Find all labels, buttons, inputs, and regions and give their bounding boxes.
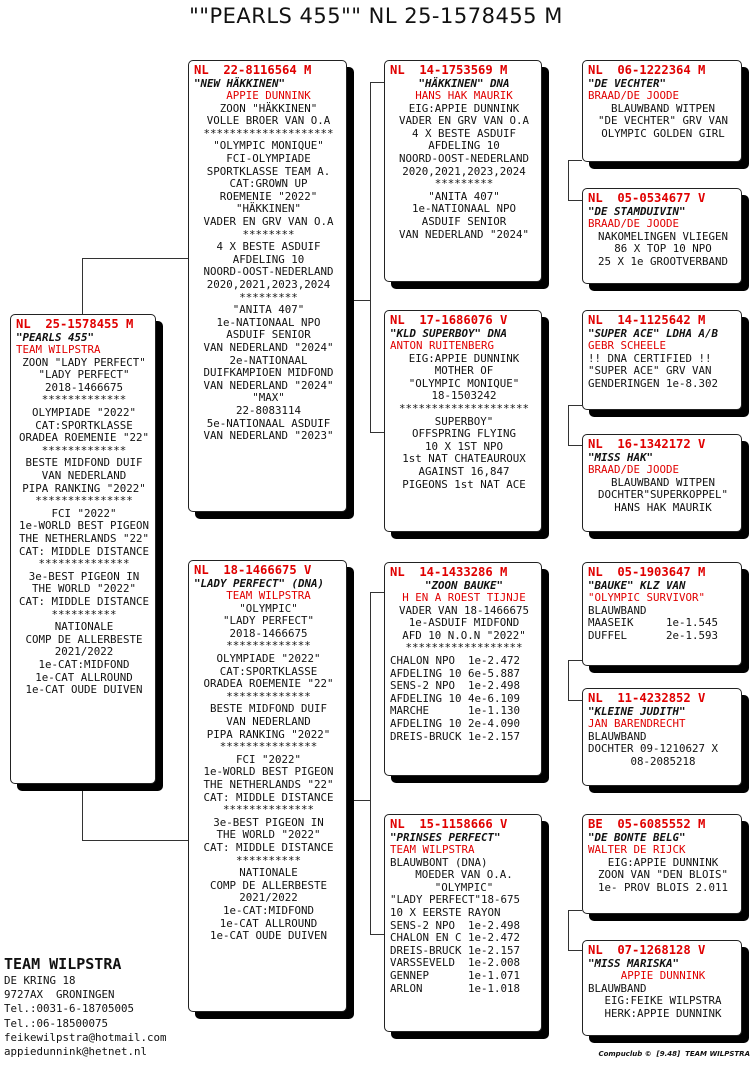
pigeon-card-dds[interactable] [582, 814, 742, 914]
pedigree-line: NAKOMELINGEN VLIEGEN [597, 229, 728, 243]
pedigree-line: ZOON "LADY PERFECT" [22, 355, 146, 369]
pedigree-line: NOORD-OOST-NEDERLAND [398, 152, 529, 166]
pedigree-line: CAT:SPORTKLASSE [35, 418, 133, 432]
result-line: AFDELING 10 4e-6.109 [390, 691, 521, 705]
pedigree-line: FCI "2022" [51, 506, 117, 520]
pedigree-text [588, 983, 738, 1021]
pedigree-line: DOCHTER 09-1210627 X [588, 742, 719, 756]
page-title: ""PEARLS 455"" NL 25-1578455 M [189, 4, 563, 28]
pedigree-line: ********* [239, 290, 298, 304]
pedigree-line: NATIONALE [54, 620, 114, 634]
pigeon-card-sire-dam[interactable] [384, 310, 542, 532]
connector-line [568, 405, 582, 406]
pigeon-card-ddd[interactable] [582, 940, 742, 1036]
pedigree-line: AFD 10 N.O.N "2022" [402, 628, 526, 642]
pedigree-line: COMP DE ALLERBESTE [209, 878, 327, 892]
result-line: VARSSEVELD 1e-2.008 [390, 956, 521, 970]
pigeon-nickname: "PRINSES PERFECT" [390, 830, 501, 844]
owner-name: H EN A ROEST TIJNJE [402, 591, 526, 605]
pedigree-line: BLAUWBAND [588, 981, 647, 995]
pedigree-line: ********** [235, 853, 301, 867]
pedigree-line: CAT: MIDDLE DISTANCE [203, 790, 334, 804]
pedigree-line: "SUPER ACE" GRV VAN [588, 364, 712, 378]
pedigree-line: !! DNA CERTIFIED !! [588, 351, 712, 365]
pedigree-line: DOCHTER"SUPERKOPPEL" [597, 488, 728, 502]
connector-line [568, 405, 569, 445]
pigeon-card-sss[interactable] [582, 60, 742, 162]
owner-name: BRAAD/DE JOODE [588, 463, 680, 477]
pedigree-line: BLAUWBONT (DNA) [390, 855, 488, 869]
pedigree-text [194, 603, 343, 943]
pedigree-line: 2e-NATIONAAL [229, 353, 308, 367]
ring-number: NL 14-1753569 M [390, 63, 508, 77]
result-line: "LADY PERFECT"18-675 [390, 893, 521, 907]
pedigree-line: BLAUWBAND [588, 603, 647, 617]
pedigree-line: ************* [41, 393, 127, 407]
connector-line [370, 82, 371, 432]
owner-email-link[interactable]: appiedunnink@hetnet.nl [4, 1045, 148, 1059]
pedigree-line: BLAUWBAND [588, 729, 647, 743]
connector-line [568, 445, 582, 446]
pedigree-line: GENDERINGEN 1e-8.302 [588, 376, 719, 390]
pedigree-line: ************* [41, 443, 127, 457]
pedigree-line: "OLYMPIC" [434, 880, 494, 894]
ring-number: NL 25-1578455 M [16, 317, 134, 331]
pedigree-line: ASDUIF SENIOR [226, 328, 311, 342]
connector-line [568, 160, 569, 200]
pigeon-card-sds[interactable] [582, 310, 742, 410]
pedigree-line: EIG:APPIE DUNNINK [607, 855, 719, 869]
pedigree-line: ******** [242, 227, 295, 241]
owner-address: DE KRING 18 [4, 974, 76, 987]
pedigree-line: 1e-NATIONAAL NPO [411, 202, 516, 216]
owner-name: TEAM WILPSTRA [16, 343, 101, 357]
pedigree-line: THE WORLD "2022" [31, 582, 136, 596]
connector-line [370, 592, 371, 934]
ring-number: BE 05-6085552 M [588, 817, 706, 831]
pedigree-line: CAT: MIDDLE DISTANCE [18, 594, 149, 608]
pedigree-line: ASDUIF SENIOR [421, 215, 507, 229]
pedigree-line: THE NETHERLANDS "22" [18, 532, 149, 545]
pedigree-line: PIPA RANKING "2022" [206, 727, 331, 741]
pedigree-text [390, 857, 538, 996]
pigeon-nickname: "DE VECHTER" [588, 76, 667, 90]
pedigree-line: ********** [51, 607, 117, 621]
result-line: CHALON NPO 1e-2.472 [390, 654, 521, 668]
pedigree-line: VAN NEDERLAND "2023" [203, 429, 334, 443]
pedigree-text [588, 477, 738, 515]
pedigree-line: OLYMPIC GOLDEN GIRL [601, 126, 725, 140]
pigeon-nickname: "NEW HÄKKINEN" [194, 76, 286, 90]
pedigree-line: 1e-NATIONAAL NPO [216, 315, 321, 329]
pedigree-line: 4 X BESTE ASDUIF [411, 126, 516, 140]
connector-line [82, 258, 188, 259]
pigeon-nickname: "MISS MARISKA" [588, 956, 680, 970]
pedigree-line: PIGEONS 1st NAT ACE [402, 477, 526, 491]
ring-number: NL 18-1466675 V [194, 563, 312, 577]
pedigree-text [390, 353, 538, 492]
pigeon-nickname: "BAUKE" KLZ VAN [588, 578, 686, 592]
pedigree-text [588, 731, 738, 769]
pedigree-line: 1e-CAT OUDE DUIVEN [209, 929, 327, 943]
pedigree-line: MOEDER VAN O.A. [415, 868, 513, 882]
pedigree-line: VOLLE BROER VAN O.A [206, 114, 331, 128]
pedigree-line: "HÄKKINEN" [235, 202, 301, 216]
pedigree-line: 1e-CAT:MIDFOND [222, 903, 314, 917]
pedigree-line: "MAX" [252, 391, 285, 405]
result-line: ARLON 1e-1.018 [390, 981, 521, 995]
pigeon-nickname: "PEARLS 455" [16, 330, 95, 344]
pedigree-line: ************** [222, 803, 314, 817]
owner-contact-block [4, 954, 204, 1059]
ring-number: NL 16-1342172 V [588, 437, 706, 451]
pedigree-line: FCI-OLYMPIADE [226, 152, 311, 166]
owner-name: WALTER DE RIJCK [588, 843, 686, 857]
pedigree-line: 2018-1466675 [44, 380, 123, 394]
pedigree-line: 1st NAT CHATEAUROUX [402, 452, 526, 466]
owner-name: TEAM WILPSTRA [390, 843, 475, 857]
pigeon-nickname: "ZOON BAUKE" [424, 578, 503, 592]
result-line: DREIS-BRUCK 1e-2.157 [390, 943, 521, 957]
pedigree-line: VADER VAN 18-1466675 [398, 603, 529, 617]
pedigree-line: MAASEIK 1e-1.545 [588, 616, 719, 630]
pedigree-line: ******************** [398, 402, 529, 416]
pedigree-line: AFDELING 10 [428, 139, 500, 153]
pedigree-line: 2020,2021,2023,2024 [402, 164, 526, 178]
connector-line [354, 800, 370, 801]
pedigree-line: 4 X BESTE ASDUIF [216, 240, 321, 254]
ring-number: NL 17-1686076 V [390, 313, 508, 327]
pedigree-line: VAN NEDERLAND [41, 469, 127, 483]
pigeon-card-ssd[interactable] [582, 188, 742, 284]
pedigree-text [390, 605, 538, 744]
owner-team-name: TEAM WILPSTRA [4, 955, 122, 973]
pedigree-line: 25 X 1e GROOTVERBAND [597, 254, 728, 268]
pedigree-line: BESTE MIDFOND DUIF [209, 702, 327, 716]
owner-email-link[interactable]: feikewilpstra@hotmail.com [4, 1030, 167, 1044]
pedigree-line: BLAUWBAND WITPEN [610, 475, 715, 489]
ring-number: NL 22-8116564 M [194, 63, 312, 77]
pedigree-line: "LADY PERFECT" [38, 368, 130, 382]
pigeon-card-sire[interactable] [188, 60, 347, 512]
connector-line [568, 910, 569, 950]
connector-line [568, 910, 582, 911]
owner-name: "OLYMPIC SURVIVOR" [588, 591, 706, 605]
pedigree-line: AGAINST 16,847 [418, 465, 510, 479]
pedigree-line: DUFFEL 2e-1.593 [588, 628, 719, 642]
pedigree-line: VADER EN GRV VAN O.A [203, 215, 334, 229]
pedigree-line: SPORTKLASSE TEAM A. [206, 164, 331, 178]
pigeon-card-dam-dam[interactable] [384, 814, 542, 1032]
pedigree-line: "OLYMPIC MONIQUE" [408, 376, 520, 390]
pedigree-line: ************** [38, 557, 130, 571]
pigeon-card-sire-sire[interactable] [384, 60, 542, 282]
pedigree-line: CAT: MIDDLE DISTANCE [203, 840, 334, 854]
owner-name: GEBR SCHEELE [588, 339, 667, 353]
pedigree-line: "ANITA 407" [428, 189, 500, 203]
pedigree-line: EIG:APPIE DUNNINK [408, 351, 520, 365]
pedigree-line: 10 X 1ST NPO [424, 439, 503, 453]
owner-phone: Tel.:0031-6-18705005 [4, 1002, 135, 1016]
connector-line [370, 592, 384, 593]
pedigree-line: COMP DE ALLERBESTE [25, 632, 143, 646]
pedigree-line: EIG:FEIKE WILPSTRA [604, 994, 722, 1008]
connector-line [568, 660, 569, 700]
pedigree-line: DUIFKAMPIOEN MIDFOND [203, 366, 334, 380]
pedigree-line: 2021/2022 [54, 645, 114, 659]
pigeon-card-subject[interactable] [10, 314, 156, 784]
pedigree-line: SUPERBOY" [434, 414, 494, 428]
result-line: AFDELING 10 2e-4.090 [390, 717, 521, 731]
connector-line [568, 200, 582, 201]
connector-line [370, 432, 384, 433]
connector-line [568, 700, 582, 701]
connector-line [568, 160, 582, 161]
owner-name: JAN BARENDRECHT [588, 717, 686, 731]
connector-line [370, 934, 384, 935]
pedigree-line: 2018-1466675 [229, 626, 308, 640]
pedigree-line: 1e-WORLD BEST PIGEON [18, 519, 149, 533]
pigeon-card-dam-sire[interactable] [384, 562, 542, 776]
pedigree-line: "OLYMPIC MONIQUE" [213, 139, 324, 153]
owner-name: APPIE DUNNINK [620, 969, 706, 983]
result-line: SENS-2 NPO 1e-2.498 [390, 918, 521, 932]
pigeon-card-dsd[interactable] [582, 688, 742, 786]
pigeon-nickname: "KLD SUPERBOY" DNA [390, 326, 508, 340]
pedigree-text [390, 103, 538, 242]
pedigree-line: BLAUWBAND WITPEN [610, 101, 715, 115]
pigeon-card-dss[interactable] [582, 562, 742, 666]
pedigree-line: 3e-BEST PIGEON IN [213, 815, 324, 829]
pedigree-line: NOORD-OOST-NEDERLAND [203, 265, 334, 279]
pedigree-line: 18-1503242 [431, 389, 497, 403]
pedigree-line: ZOON VAN "DEN BLOIS" [597, 868, 728, 882]
pedigree-line: THE WORLD "2022" [216, 828, 321, 842]
pedigree-line: ************* [226, 639, 311, 653]
pedigree-line: 1e-WORLD BEST PIGEON [203, 765, 334, 779]
result-line: CHALON EN C 1e-2.472 [390, 931, 521, 945]
pigeon-card-sdd[interactable] [582, 434, 742, 532]
pedigree-line: THE NETHERLANDS "22" [203, 778, 334, 791]
pedigree-line: HANS HAK MAURIK [614, 500, 712, 514]
pigeon-nickname: "DE STAMDUIVIN" [588, 204, 686, 218]
pedigree-line: 1e-CAT ALLROUND [35, 670, 133, 684]
pedigree-text [194, 103, 343, 443]
connector-line [82, 784, 83, 840]
pedigree-line: OLYMPIADE "2022" [31, 406, 136, 420]
pedigree-line: 1e-CAT:MIDFOND [38, 657, 130, 671]
pedigree-line: VAN NEDERLAND [226, 715, 311, 729]
pedigree-line: *************** [35, 494, 133, 508]
pedigree-line: MOTHER OF [434, 364, 494, 378]
pedigree-line: CAT:GROWN UP [229, 177, 308, 191]
pedigree-line: ORADEA ROEMENIE "22" [18, 431, 149, 445]
pigeon-nickname: "HÄKKINEN" DNA [418, 76, 510, 90]
owner-name: TEAM WILPSTRA [226, 589, 311, 603]
pigeon-nickname: "SUPER ACE" LDHA A/B [588, 326, 719, 340]
pedigree-line: EIG:APPIE DUNNINK [408, 101, 520, 115]
pedigree-line: BESTE MIDFOND DUIF [25, 456, 143, 470]
pedigree-line: "LADY PERFECT" [222, 614, 314, 628]
result-line: 10 X EERSTE RAYON [390, 906, 501, 920]
pedigree-line: NATIONALE [239, 866, 298, 880]
pedigree-line: "ANITA 407" [232, 303, 305, 317]
pedigree-line: 5e-NATIONAAL ASDUIF [206, 416, 331, 430]
pedigree-line: 1e-ASDUIF MIDFOND [408, 616, 520, 630]
owner-postcode-city: 9727AX GRONINGEN [4, 988, 115, 1002]
owner-phone: Tel.:06-18500075 [4, 1016, 109, 1030]
ring-number: NL 07-1268128 V [588, 943, 706, 957]
ring-number: NL 05-0534677 V [588, 191, 706, 205]
pedigree-text [588, 605, 738, 643]
owner-name: ANTON RUITENBERG [390, 339, 495, 353]
pedigree-line: AFDELING 10 [232, 252, 305, 266]
pedigree-text [588, 857, 738, 895]
pedigree-line: ************* [226, 689, 311, 703]
ring-number: NL 06-1222364 M [588, 63, 706, 77]
pedigree-line: VAN NEDERLAND "2024" [203, 340, 334, 354]
pedigree-line: ORADEA ROEMENIE "22" [203, 677, 334, 691]
pigeon-nickname: "DE BONTE BELG" [588, 830, 686, 844]
pedigree-line: ROEMENIE "2022" [219, 189, 318, 203]
pedigree-line: 2020,2021,2023,2024 [206, 278, 331, 291]
connector-line [568, 950, 582, 951]
pigeon-card-dam[interactable] [188, 560, 347, 1012]
pedigree-line: VAN NEDERLAND "2024" [398, 227, 529, 241]
owner-name: HANS HAK MAURIK [415, 89, 513, 103]
pedigree-line: 08-2085218 [630, 754, 696, 768]
connector-line [568, 660, 582, 661]
pedigree-line: 1e- PROV BLOIS 2.011 [597, 880, 728, 894]
pedigree-line: ****************** [405, 641, 523, 655]
pedigree-line: 22-8083114 [235, 403, 301, 417]
ring-number: NL 14-1433286 M [390, 565, 508, 579]
result-line: AFDELING 10 6e-5.887 [390, 666, 521, 680]
pedigree-line: VAN NEDERLAND "2024" [203, 378, 334, 392]
result-line: MARCHE 1e-1.130 [390, 704, 521, 718]
pedigree-line: HERK:APPIE DUNNINK [604, 1006, 722, 1020]
pedigree-line: ******************** [203, 126, 334, 140]
pigeon-nickname: "MISS HAK" [588, 450, 654, 464]
pedigree-line: CAT: MIDDLE DISTANCE [18, 544, 149, 558]
pedigree-line: "DE VECHTER" GRV VAN [597, 114, 728, 128]
pedigree-line: ********* [434, 177, 494, 191]
result-line: GENNEP 1e-1.071 [390, 969, 521, 983]
pedigree-line: 1e-CAT OUDE DUIVEN [25, 683, 143, 697]
pedigree-line: OFFSPRING FLYING [411, 427, 516, 441]
ring-number: NL 11-4232852 V [588, 691, 706, 705]
owner-name: APPIE DUNNINK [226, 89, 311, 103]
pedigree-line: 1e-CAT ALLROUND [219, 916, 318, 930]
pedigree-line: FCI "2022" [235, 752, 301, 766]
software-credit: Compuclub © [9.48] TEAM WILPSTRA [598, 1050, 750, 1058]
pedigree-text [588, 103, 738, 141]
ring-number: NL 05-1903647 M [588, 565, 706, 579]
pedigree-line: 86 X TOP 10 NPO [614, 242, 712, 256]
pedigree-line: 2021/2022 [239, 891, 298, 905]
pedigree-line: PIPA RANKING "2022" [22, 481, 146, 495]
pedigree-line: VADER EN GRV VAN O.A [398, 114, 529, 128]
pedigree-line: CAT:SPORTKLASSE [219, 664, 318, 678]
pedigree-text [588, 231, 738, 269]
connector-line [354, 300, 370, 301]
pedigree-line: 3e-BEST PIGEON IN [28, 569, 140, 583]
connector-line [82, 840, 188, 841]
pigeon-nickname: "LADY PERFECT" (DNA) [194, 576, 325, 590]
pedigree-line: *************** [219, 740, 318, 754]
ring-number: NL 14-1125642 M [588, 313, 706, 327]
pedigree-line: ZOON "HÄKKINEN" [219, 101, 318, 115]
result-line: SENS-2 NPO 1e-2.498 [390, 679, 521, 693]
result-line: DREIS-BRUCK 1e-2.157 [390, 729, 521, 743]
pigeon-nickname: "KLEINE JUDITH" [588, 704, 686, 718]
pedigree-line: "OLYMPIC" [239, 601, 298, 615]
pedigree-line: OLYMPIADE "2022" [216, 652, 321, 666]
connector-line [370, 82, 384, 83]
owner-name: BRAAD/DE JOODE [588, 217, 680, 231]
ring-number: NL 15-1158666 V [390, 817, 508, 831]
pedigree-text [16, 357, 152, 697]
connector-line [82, 258, 83, 314]
owner-name: BRAAD/DE JOODE [588, 89, 680, 103]
pedigree-text [588, 353, 738, 391]
